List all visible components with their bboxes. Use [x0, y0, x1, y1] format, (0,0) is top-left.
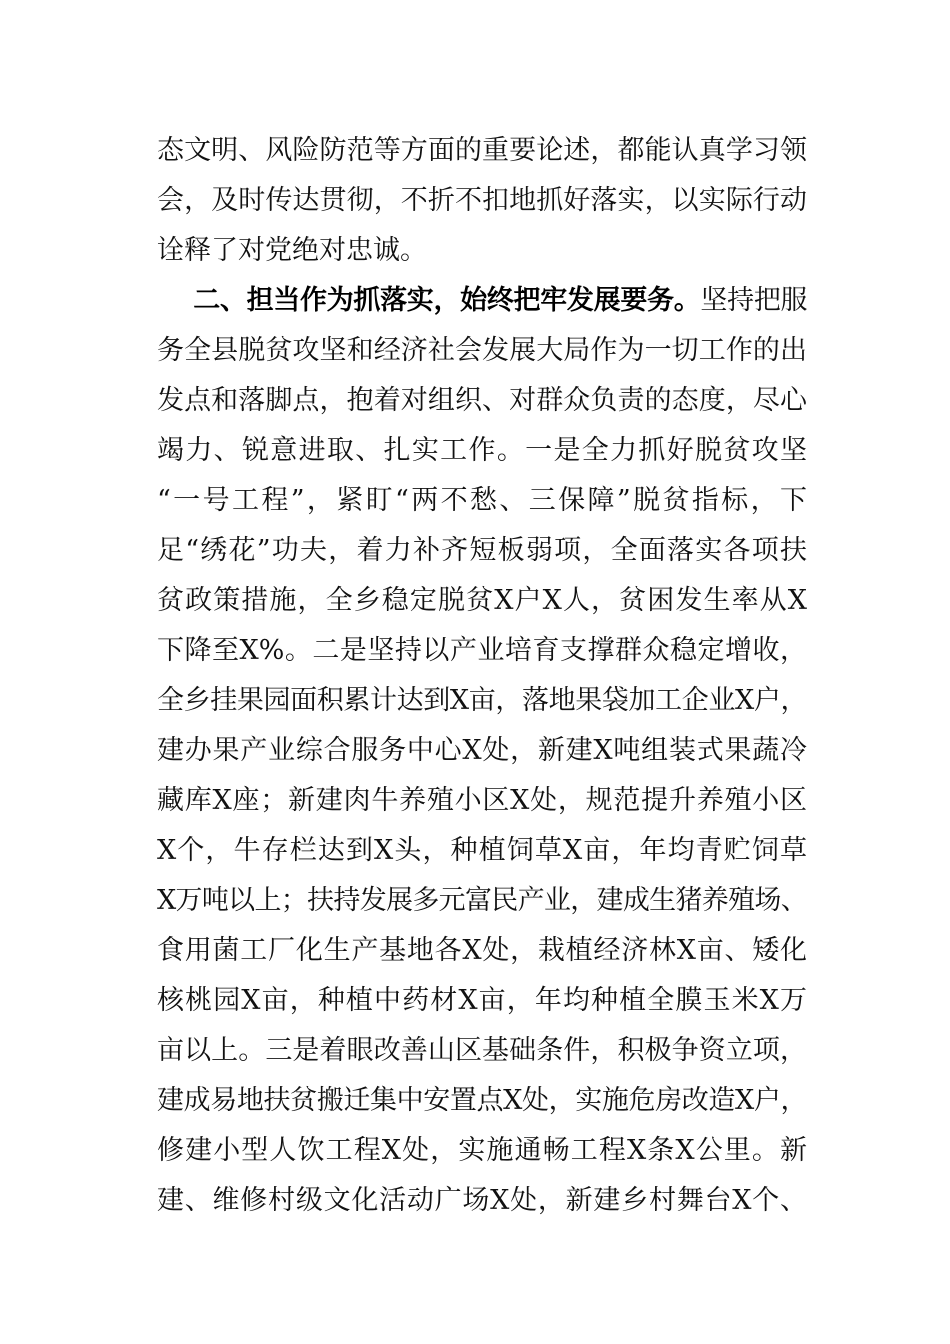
- text-line: 下降至X%。二是坚持以产业培育支撑群众稳定增收，: [157, 635, 807, 666]
- text-line: 发点和落脚点，抱着对组织、对群众负责的态度，尽心: [157, 385, 807, 416]
- text-line: 务全县脱贫攻坚和经济社会发展大局作为一切工作的出: [157, 335, 807, 366]
- text-line: 建办果产业综合服务中心X处，新建X吨组装式果蔬冷: [157, 735, 807, 766]
- text-line: 足“绣花”功夫，着力补齐短板弱项，全面落实各项扶: [157, 535, 807, 566]
- text-line: 藏库X座；新建肉牛养殖小区X处，规范提升养殖小区: [157, 785, 807, 816]
- text-fragment: 坚持把服: [700, 285, 808, 316]
- text-line: “一号工程”，紧盯“两不愁、三保障”脱贫指标，下: [157, 485, 807, 516]
- section-heading-line: [157, 276, 807, 326]
- text-line: 食用菌工厂化生产基地各X处，栽植经济林X亩、矮化: [157, 935, 807, 966]
- text-line: 核桃园X亩，种植中药材X亩，年均种植全膜玉米X万: [157, 985, 807, 1016]
- section-heading: 二、担当作为抓落实，始终把牢发展要务。: [193, 285, 701, 316]
- text-line: 贫政策措施，全乡稳定脱贫X户X人，贫困发生率从X: [157, 585, 807, 616]
- text-line: 修建小型人饮工程X处，实施通畅工程X条X公里。新: [157, 1135, 807, 1166]
- text-line: X万吨以上；扶持发展多元富民产业，建成生猪养殖场、: [157, 885, 807, 916]
- text-line: 竭力、锐意进取、扎实工作。一是全力抓好脱贫攻坚: [157, 435, 807, 466]
- text-line: 会，及时传达贯彻，不折不扣地抓好落实，以实际行动: [157, 185, 807, 216]
- text-line: X个，牛存栏达到X头，种植饲草X亩，年均青贮饲草: [157, 835, 807, 866]
- text-line: 建成易地扶贫搬迁集中安置点X处，实施危房改造X户，: [157, 1085, 807, 1116]
- text-line: 亩以上。三是着眼改善山区基础条件，积极争资立项，: [157, 1035, 807, 1066]
- text-line: 诠释了对党绝对忠诚。: [157, 235, 427, 266]
- text-line: 建、维修村级文化活动广场X处，新建乡村舞台X个、: [157, 1185, 807, 1216]
- text-line: 全乡挂果园面积累计达到X亩，落地果袋加工企业X户，: [157, 685, 807, 716]
- body-text: [157, 126, 807, 1226]
- text-line: 态文明、风险防范等方面的重要论述，都能认真学习领: [157, 135, 807, 166]
